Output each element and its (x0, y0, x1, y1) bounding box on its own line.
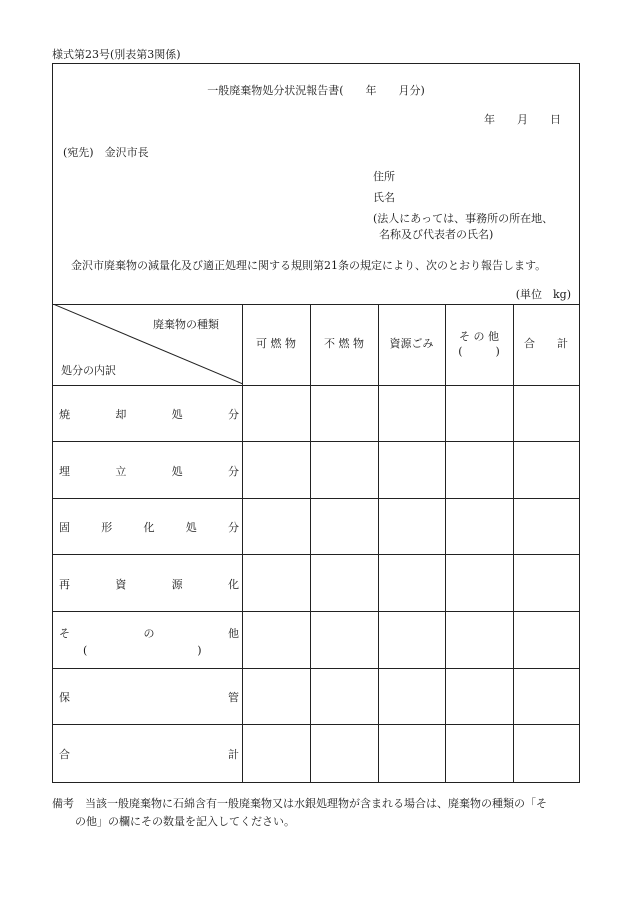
row-rule (53, 498, 579, 499)
col-header-other-paren: ( ) (458, 345, 500, 358)
form-number: 様式第23号(別表第3関係) (52, 48, 181, 61)
remarks-line2: の他」の欄にその数量を記入してください。 (75, 815, 295, 828)
col-header-recyclables: 資源ごみ (389, 337, 434, 350)
unit-label: (単位 kg) (515, 288, 571, 301)
col-rule (310, 304, 311, 782)
data-table (53, 304, 579, 782)
col-rule (445, 304, 446, 782)
waste-type-header: 廃棄物の種類 (153, 318, 219, 331)
col-rule (378, 304, 379, 782)
row-rule (53, 668, 579, 669)
row-label-landfill: 埋 立 処 分 (59, 465, 239, 478)
col-header-noncombustible: 不 燃 物 (324, 337, 364, 350)
report-form (52, 63, 580, 783)
row-label-solidification: 固 形 化 処 分 (59, 521, 239, 534)
body-text: 金沢市廃棄物の減量化及び適正処理に関する規則第21条の規定により、次のとおり報告します。 (71, 259, 547, 272)
remarks-line1: 備考 当該一般廃棄物に石綿含有一般廃棄物又は水銀処理物が含まれる場合は、廃棄物の種類の「そ (52, 797, 547, 810)
col-rule (513, 304, 514, 782)
row-label-storage: 保 管 (59, 691, 239, 704)
name-label: 氏名 (373, 191, 395, 204)
corp-note-line2: 名称及び代表者の氏名) (379, 228, 494, 241)
header-bottom-rule (53, 385, 579, 386)
row-label-other: そ の 他 (59, 627, 239, 640)
disposal-breakdown-header: 処分の内訳 (61, 364, 116, 377)
addressee: (宛先) 金沢市長 (63, 146, 149, 159)
col-rule (242, 304, 243, 782)
corp-note-line1: (法人にあっては、事務所の所在地、 (373, 212, 554, 225)
col-header-other: そ の 他 (459, 330, 499, 343)
row-rule (53, 554, 579, 555)
row-label-incineration: 焼 却 処 分 (59, 408, 239, 421)
row-rule (53, 611, 579, 612)
col-header-combustible: 可 燃 物 (256, 337, 296, 350)
form-title: 一般廃棄物処分状況報告書( 年 月分) (207, 84, 425, 97)
row-rule (53, 441, 579, 442)
row-rule (53, 724, 579, 725)
address-label: 住所 (373, 170, 395, 183)
col-header-total: 合 計 (524, 337, 568, 350)
row-label-total: 合 計 (59, 748, 239, 761)
row-label-other-paren: ( ) (83, 644, 202, 657)
row-label-recycling: 再 資 源 化 (59, 578, 239, 591)
date-line: 年 月 日 (484, 113, 561, 126)
